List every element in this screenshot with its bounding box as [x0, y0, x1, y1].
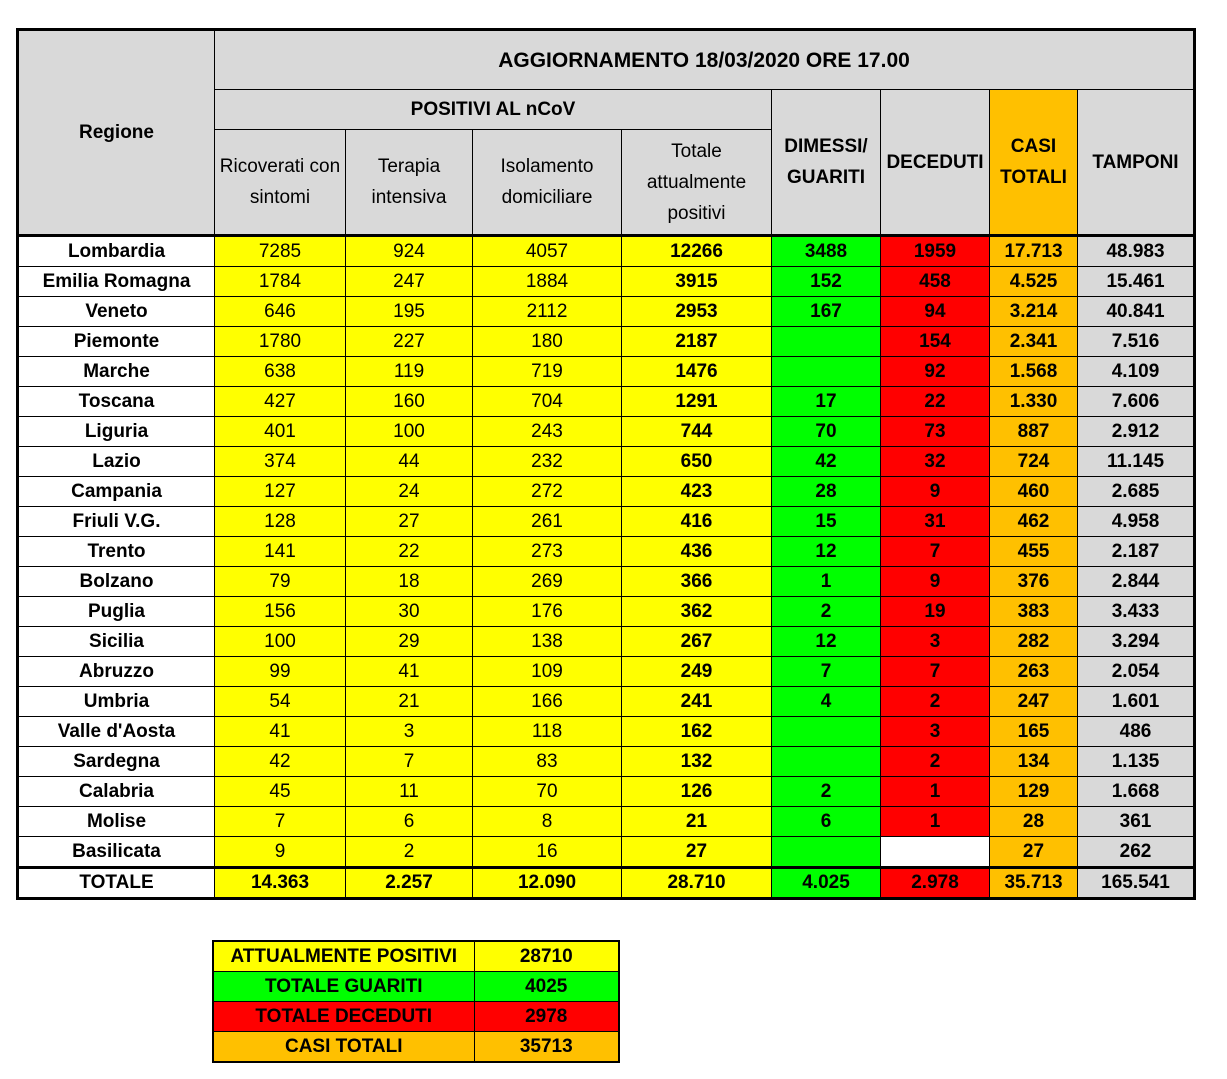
- table-row: [18, 567, 1195, 597]
- table-row: [18, 236, 1195, 267]
- terapia-value: 18: [346, 567, 473, 597]
- isolamento-value: 176: [473, 597, 622, 627]
- tamponi-value: 3.294: [1078, 627, 1195, 657]
- terapia-value: 3: [346, 717, 473, 747]
- header-positivi-group: POSITIVI AL nCoV: [215, 90, 772, 130]
- terapia-value: 24: [346, 477, 473, 507]
- region-name: Campania: [18, 477, 215, 507]
- isolamento-value: 1884: [473, 267, 622, 297]
- terapia-value: 227: [346, 327, 473, 357]
- dimessi-value: 2: [772, 597, 881, 627]
- total-dimessi-value: 4.025: [772, 868, 881, 899]
- tamponi-value: 1.668: [1078, 777, 1195, 807]
- region-name: Liguria: [18, 417, 215, 447]
- casi-totali-value: 1.330: [990, 387, 1078, 417]
- tamponi-value: 4.109: [1078, 357, 1195, 387]
- ricoverati-value: 1780: [215, 327, 346, 357]
- totale-positivi-value: 366: [622, 567, 772, 597]
- region-name: Toscana: [18, 387, 215, 417]
- ricoverati-value: 141: [215, 537, 346, 567]
- totale-positivi-value: 362: [622, 597, 772, 627]
- totale-positivi-value: 21: [622, 807, 772, 837]
- header-deceduti: DECEDUTI: [881, 90, 990, 236]
- table-row: [18, 747, 1195, 777]
- dimessi-value: [772, 357, 881, 387]
- tamponi-value: 3.433: [1078, 597, 1195, 627]
- total-tamponi-value: 165.541: [1078, 868, 1195, 899]
- ricoverati-value: 9: [215, 837, 346, 868]
- region-name: Valle d'Aosta: [18, 717, 215, 747]
- tamponi-value: 2.054: [1078, 657, 1195, 687]
- dimessi-value: 12: [772, 627, 881, 657]
- total-region-name: TOTALE: [18, 868, 215, 899]
- summary-table: [212, 940, 620, 1063]
- deceduti-value: 154: [881, 327, 990, 357]
- header-dimessi: DIMESSI/ GUARITI: [772, 90, 881, 236]
- total-totale-positivi-value: 28.710: [622, 868, 772, 899]
- deceduti-value: 9: [881, 477, 990, 507]
- dimessi-value: 152: [772, 267, 881, 297]
- ricoverati-value: 127: [215, 477, 346, 507]
- dimessi-value: [772, 837, 881, 868]
- dimessi-value: 12: [772, 537, 881, 567]
- casi-totali-value: 376: [990, 567, 1078, 597]
- dimessi-value: 4: [772, 687, 881, 717]
- terapia-value: 195: [346, 297, 473, 327]
- header-terapia: Terapia intensiva: [346, 130, 473, 236]
- total-casi-totali-value: 35.713: [990, 868, 1078, 899]
- terapia-value: 247: [346, 267, 473, 297]
- region-name: Puglia: [18, 597, 215, 627]
- dimessi-value: 7: [772, 657, 881, 687]
- tamponi-value: 2.187: [1078, 537, 1195, 567]
- tamponi-value: 15.461: [1078, 267, 1195, 297]
- deceduti-value: 9: [881, 567, 990, 597]
- terapia-value: 41: [346, 657, 473, 687]
- table-row: [18, 297, 1195, 327]
- ricoverati-value: 156: [215, 597, 346, 627]
- terapia-value: 30: [346, 597, 473, 627]
- deceduti-value: 1959: [881, 236, 990, 267]
- tamponi-value: 11.145: [1078, 447, 1195, 477]
- isolamento-value: 83: [473, 747, 622, 777]
- table-row: [18, 837, 1195, 868]
- dimessi-value: 167: [772, 297, 881, 327]
- summary-label: TOTALE DECEDUTI: [213, 1002, 474, 1032]
- dimessi-value: 6: [772, 807, 881, 837]
- isolamento-value: 166: [473, 687, 622, 717]
- tamponi-value: 361: [1078, 807, 1195, 837]
- region-name: Lombardia: [18, 236, 215, 267]
- summary-row: [213, 941, 619, 972]
- ricoverati-value: 42: [215, 747, 346, 777]
- table-row: [18, 807, 1195, 837]
- isolamento-value: 269: [473, 567, 622, 597]
- ricoverati-value: 646: [215, 297, 346, 327]
- dimessi-value: 28: [772, 477, 881, 507]
- casi-totali-value: 17.713: [990, 236, 1078, 267]
- deceduti-value: 2: [881, 747, 990, 777]
- isolamento-value: 232: [473, 447, 622, 477]
- region-name: Friuli V.G.: [18, 507, 215, 537]
- ricoverati-value: 7: [215, 807, 346, 837]
- table-row: [18, 387, 1195, 417]
- totale-positivi-value: 249: [622, 657, 772, 687]
- ricoverati-value: 7285: [215, 236, 346, 267]
- totale-positivi-value: 12266: [622, 236, 772, 267]
- casi-totali-value: 3.214: [990, 297, 1078, 327]
- table-row: [18, 417, 1195, 447]
- dimessi-value: [772, 747, 881, 777]
- terapia-value: 119: [346, 357, 473, 387]
- isolamento-value: 704: [473, 387, 622, 417]
- casi-totali-value: 455: [990, 537, 1078, 567]
- header-casi-totali: CASI TOTALI: [990, 90, 1078, 236]
- total-isolamento-value: 12.090: [473, 868, 622, 899]
- header-isolamento: Isolamento domiciliare: [473, 130, 622, 236]
- ricoverati-value: 374: [215, 447, 346, 477]
- terapia-value: 22: [346, 537, 473, 567]
- casi-totali-value: 460: [990, 477, 1078, 507]
- casi-totali-value: 383: [990, 597, 1078, 627]
- summary-row: [213, 1032, 619, 1063]
- table-row: [18, 597, 1195, 627]
- terapia-value: 2: [346, 837, 473, 868]
- deceduti-value: 22: [881, 387, 990, 417]
- tamponi-value: 2.844: [1078, 567, 1195, 597]
- deceduti-value: 3: [881, 627, 990, 657]
- region-name: Sardegna: [18, 747, 215, 777]
- casi-totali-value: 724: [990, 447, 1078, 477]
- ricoverati-value: 54: [215, 687, 346, 717]
- casi-totali-value: 282: [990, 627, 1078, 657]
- header-regione: Regione: [18, 30, 215, 236]
- tamponi-value: 1.135: [1078, 747, 1195, 777]
- terapia-value: 27: [346, 507, 473, 537]
- casi-totali-value: 4.525: [990, 267, 1078, 297]
- totale-positivi-value: 162: [622, 717, 772, 747]
- tamponi-value: 1.601: [1078, 687, 1195, 717]
- summary-value: 35713: [474, 1032, 619, 1063]
- totale-positivi-value: 1291: [622, 387, 772, 417]
- deceduti-value: 3: [881, 717, 990, 747]
- isolamento-value: 719: [473, 357, 622, 387]
- dimessi-value: 17: [772, 387, 881, 417]
- header-tamponi: TAMPONI: [1078, 90, 1195, 236]
- deceduti-value: 92: [881, 357, 990, 387]
- region-name: Abruzzo: [18, 657, 215, 687]
- table-row: [18, 537, 1195, 567]
- region-name: Basilicata: [18, 837, 215, 868]
- deceduti-value: 19: [881, 597, 990, 627]
- isolamento-value: 272: [473, 477, 622, 507]
- summary-label: ATTUALMENTE POSITIVI: [213, 941, 474, 972]
- total-terapia-value: 2.257: [346, 868, 473, 899]
- terapia-value: 21: [346, 687, 473, 717]
- casi-totali-value: 27: [990, 837, 1078, 868]
- region-name: Molise: [18, 807, 215, 837]
- region-name: Marche: [18, 357, 215, 387]
- dimessi-value: [772, 327, 881, 357]
- ricoverati-value: 45: [215, 777, 346, 807]
- table-row: [18, 447, 1195, 477]
- terapia-value: 7: [346, 747, 473, 777]
- isolamento-value: 2112: [473, 297, 622, 327]
- casi-totali-value: 887: [990, 417, 1078, 447]
- tamponi-value: 7.606: [1078, 387, 1195, 417]
- region-name: Veneto: [18, 297, 215, 327]
- ricoverati-value: 401: [215, 417, 346, 447]
- dimessi-value: 2: [772, 777, 881, 807]
- region-name: Sicilia: [18, 627, 215, 657]
- ricoverati-value: 99: [215, 657, 346, 687]
- region-name: Bolzano: [18, 567, 215, 597]
- table-row: [18, 627, 1195, 657]
- ricoverati-value: 638: [215, 357, 346, 387]
- totale-positivi-value: 267: [622, 627, 772, 657]
- casi-totali-value: 263: [990, 657, 1078, 687]
- tamponi-value: 7.516: [1078, 327, 1195, 357]
- header-ricoverati: Ricoverati con sintomi: [215, 130, 346, 236]
- totale-positivi-value: 423: [622, 477, 772, 507]
- casi-totali-value: 28: [990, 807, 1078, 837]
- summary-value: 28710: [474, 941, 619, 972]
- ricoverati-value: 41: [215, 717, 346, 747]
- isolamento-value: 8: [473, 807, 622, 837]
- casi-totali-value: 462: [990, 507, 1078, 537]
- tamponi-value: 48.983: [1078, 236, 1195, 267]
- dimessi-value: 70: [772, 417, 881, 447]
- terapia-value: 44: [346, 447, 473, 477]
- deceduti-value: 2: [881, 687, 990, 717]
- table-row: [18, 777, 1195, 807]
- dimessi-value: 15: [772, 507, 881, 537]
- tamponi-value: 486: [1078, 717, 1195, 747]
- summary-value: 4025: [474, 972, 619, 1002]
- dimessi-value: 42: [772, 447, 881, 477]
- ricoverati-value: 427: [215, 387, 346, 417]
- deceduti-value: 1: [881, 777, 990, 807]
- table-row: [18, 357, 1195, 387]
- casi-totali-value: 2.341: [990, 327, 1078, 357]
- terapia-value: 160: [346, 387, 473, 417]
- totale-positivi-value: 126: [622, 777, 772, 807]
- summary-label: TOTALE GUARITI: [213, 972, 474, 1002]
- ricoverati-value: 79: [215, 567, 346, 597]
- tamponi-value: 2.912: [1078, 417, 1195, 447]
- tamponi-value: 262: [1078, 837, 1195, 868]
- total-row: [18, 868, 1195, 899]
- deceduti-value: 7: [881, 537, 990, 567]
- deceduti-value: [881, 837, 990, 868]
- isolamento-value: 109: [473, 657, 622, 687]
- summary-row: [213, 1002, 619, 1032]
- table-row: [18, 267, 1195, 297]
- table-row: [18, 507, 1195, 537]
- summary-label: CASI TOTALI: [213, 1032, 474, 1063]
- dimessi-value: [772, 717, 881, 747]
- table-row: [18, 717, 1195, 747]
- deceduti-value: 73: [881, 417, 990, 447]
- terapia-value: 924: [346, 236, 473, 267]
- isolamento-value: 138: [473, 627, 622, 657]
- dimessi-value: 1: [772, 567, 881, 597]
- terapia-value: 100: [346, 417, 473, 447]
- totale-positivi-value: 744: [622, 417, 772, 447]
- covid-regional-table: [16, 28, 1196, 900]
- terapia-value: 6: [346, 807, 473, 837]
- total-deceduti-value: 2.978: [881, 868, 990, 899]
- deceduti-value: 1: [881, 807, 990, 837]
- terapia-value: 11: [346, 777, 473, 807]
- casi-totali-value: 134: [990, 747, 1078, 777]
- total-ricoverati-value: 14.363: [215, 868, 346, 899]
- totale-positivi-value: 132: [622, 747, 772, 777]
- table-row: [18, 327, 1195, 357]
- tamponi-value: 4.958: [1078, 507, 1195, 537]
- deceduti-value: 7: [881, 657, 990, 687]
- totale-positivi-value: 3915: [622, 267, 772, 297]
- casi-totali-value: 129: [990, 777, 1078, 807]
- region-name: Lazio: [18, 447, 215, 477]
- isolamento-value: 70: [473, 777, 622, 807]
- casi-totali-value: 247: [990, 687, 1078, 717]
- deceduti-value: 458: [881, 267, 990, 297]
- isolamento-value: 118: [473, 717, 622, 747]
- totale-positivi-value: 436: [622, 537, 772, 567]
- deceduti-value: 32: [881, 447, 990, 477]
- ricoverati-value: 1784: [215, 267, 346, 297]
- update-title: AGGIORNAMENTO 18/03/2020 ORE 17.00: [215, 30, 1195, 90]
- summary-row: [213, 972, 619, 1002]
- isolamento-value: 4057: [473, 236, 622, 267]
- table-row: [18, 687, 1195, 717]
- casi-totali-value: 165: [990, 717, 1078, 747]
- region-name: Piemonte: [18, 327, 215, 357]
- ricoverati-value: 128: [215, 507, 346, 537]
- isolamento-value: 180: [473, 327, 622, 357]
- summary-value: 2978: [474, 1002, 619, 1032]
- region-name: Calabria: [18, 777, 215, 807]
- tamponi-value: 40.841: [1078, 297, 1195, 327]
- table-row: [18, 657, 1195, 687]
- table-row: [18, 477, 1195, 507]
- deceduti-value: 31: [881, 507, 990, 537]
- isolamento-value: 16: [473, 837, 622, 868]
- isolamento-value: 261: [473, 507, 622, 537]
- totale-positivi-value: 27: [622, 837, 772, 868]
- dimessi-value: 3488: [772, 236, 881, 267]
- totale-positivi-value: 416: [622, 507, 772, 537]
- totale-positivi-value: 2953: [622, 297, 772, 327]
- totale-positivi-value: 2187: [622, 327, 772, 357]
- tamponi-value: 2.685: [1078, 477, 1195, 507]
- isolamento-value: 243: [473, 417, 622, 447]
- terapia-value: 29: [346, 627, 473, 657]
- totale-positivi-value: 1476: [622, 357, 772, 387]
- isolamento-value: 273: [473, 537, 622, 567]
- region-name: Umbria: [18, 687, 215, 717]
- totale-positivi-value: 650: [622, 447, 772, 477]
- ricoverati-value: 100: [215, 627, 346, 657]
- region-name: Trento: [18, 537, 215, 567]
- region-name: Emilia Romagna: [18, 267, 215, 297]
- deceduti-value: 94: [881, 297, 990, 327]
- casi-totali-value: 1.568: [990, 357, 1078, 387]
- totale-positivi-value: 241: [622, 687, 772, 717]
- header-totale-positivi: Totale attualmente positivi: [622, 130, 772, 236]
